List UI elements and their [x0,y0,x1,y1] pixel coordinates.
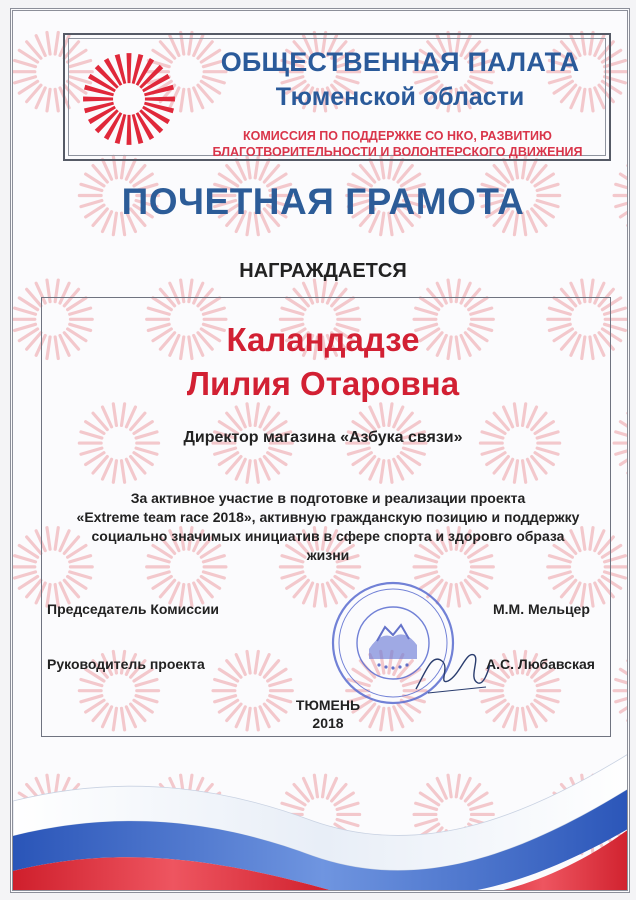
reason-line: социально значимых инициатив в сфере спорта и здоровго образа [91,528,565,544]
chair-name: М.М. Мельцер [493,601,590,617]
commission-line1: КОМИССИЯ ПО ПОДДЕРЖКЕ СО НКО, РАЗВИТИЮ [243,129,552,143]
header-frame [63,33,611,161]
reason-line: «Extreme team race 2018», активную гражданскую позицию и поддержку [76,509,580,525]
city-label: ТЮМЕНЬ [295,697,361,713]
awarded-label: НАГРАЖДАЕТСЯ [239,260,407,282]
award-reason [63,489,593,565]
recipient-position: Директор магазина «Азбука связи» [183,429,463,446]
project-lead-label: Руководитель проекта [47,656,205,672]
org-name-line2: Тюменской области [275,83,525,111]
certificate-sheet [10,8,630,893]
certificate-title: ПОЧЕТНАЯ ГРАМОТА [121,181,525,222]
signature-mark [408,641,493,701]
org-name-line1: ОБЩЕСТВЕННАЯ ПАЛАТА [220,47,580,77]
radial-sunburst-logo-icon [79,45,179,153]
russian-flag-ribbon-icon [13,731,630,893]
commission-line2: БЛАГОТВОРИТЕЛЬНОСТИ И ВОЛОНТЕРСКОГО ДВИЖЕНИЯ [212,145,583,159]
chair-label: Председатель Комиссии [47,601,220,617]
reason-line: За активное участие в подготовке и реализации проекта [130,490,526,506]
reason-line: жизни [306,547,350,563]
year-label: 2018 [312,715,344,731]
recipient-surname: Каландадзе [226,321,420,358]
recipient-given-name: Лилия Отаровна [186,365,460,402]
project-lead-name: А.С. Любавская [486,656,595,672]
